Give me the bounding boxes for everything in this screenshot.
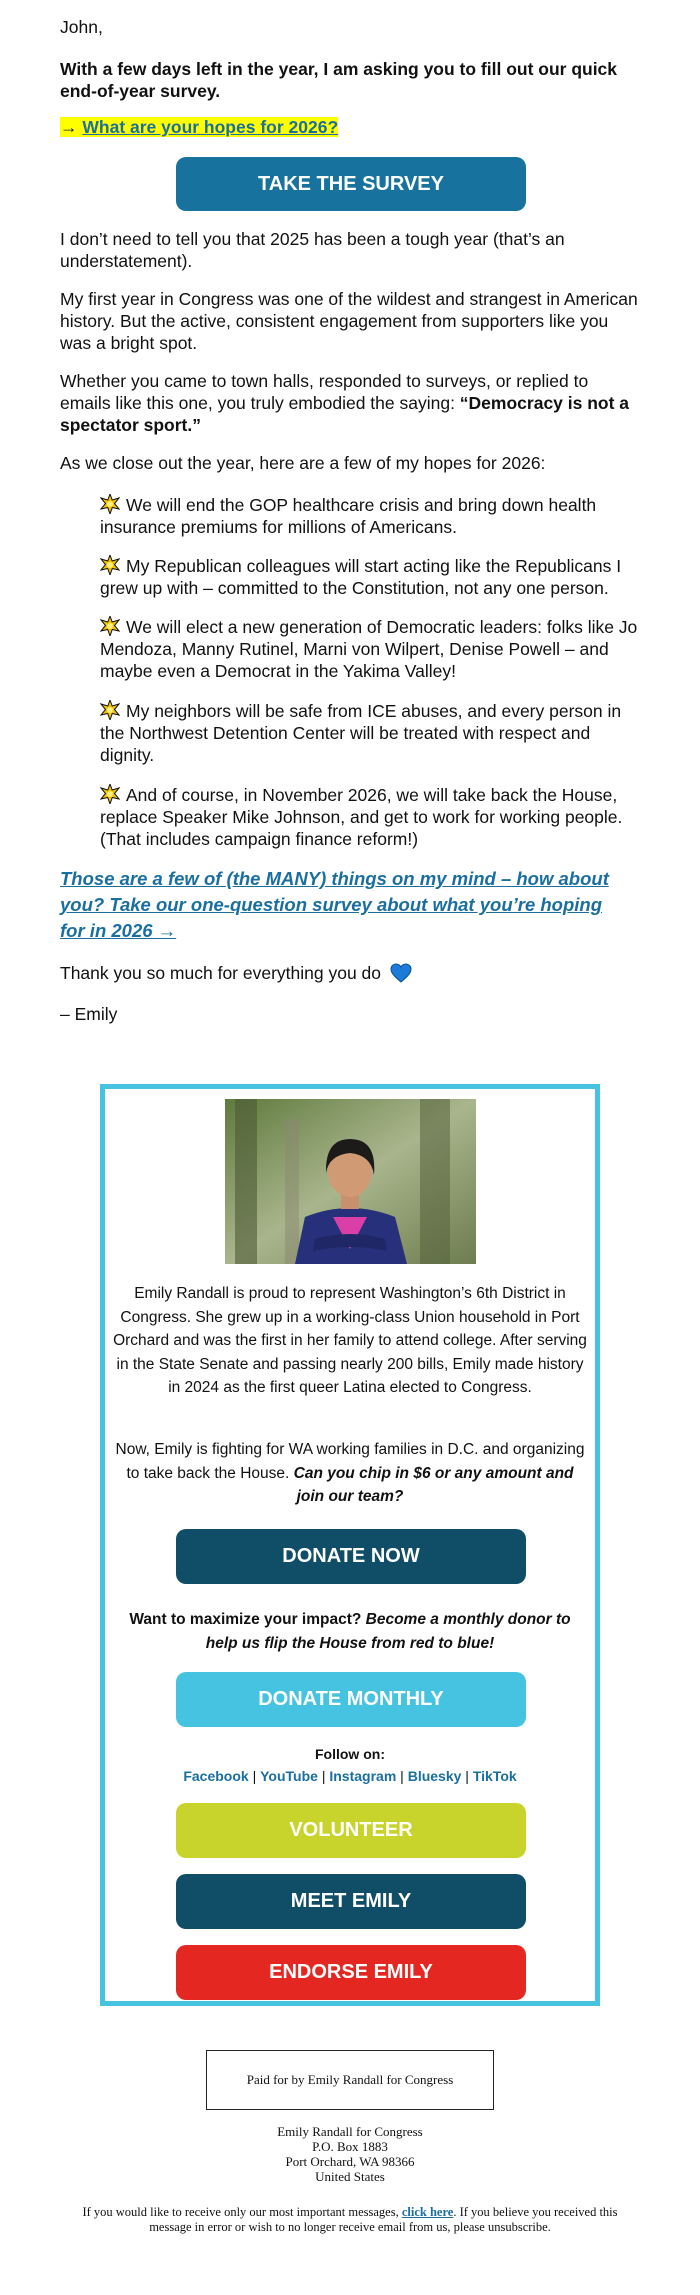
maximize-text: Want to maximize your impact? Become a monthly donor to help us flip the House from red to blue! [129,1611,571,1652]
meet-emily-button[interactable]: MEET EMILY [176,1874,526,1929]
paragraph-first-year: My first year in Congress was one of the wildest and strangest in American history. But the active, consistent engagement from supporters like you was a bright spot. [60,289,638,353]
social-links: Facebook | YouTube | Instagram | Bluesky | TikTok [183,1768,517,1784]
sparkle-icon [100,616,120,636]
endorse-emily-button[interactable]: ENDORSE EMILY [176,1945,526,2000]
paid-for-box: Paid for by Emily Randall for Congress [206,2050,494,2110]
mailing-address: Emily Randall for Congress P.O. Box 1883 Port Orchard, WA 98366 United States [277,2124,423,2184]
youtube-link[interactable]: YouTube [260,1768,318,1784]
arrow-icon: → [60,117,78,137]
paragraph-hopes-intro: As we close out the year, here are a few of my hopes for 2026: [60,453,546,473]
volunteer-button[interactable]: VOLUNTEER [176,1803,526,1858]
take-survey-button[interactable]: TAKE THE SURVEY [176,157,526,211]
thanks-line: Thank you so much for everything you do [60,962,640,984]
emily-photo [225,1099,476,1264]
democracy-quote: “Democracy is not a spectator sport.” [60,393,630,435]
unsubscribe-text: If you would like to receive only our most important messages, click here. If you believe you received this message in error or wish to no longer receive email from us, please unsubscribe. [82,2205,618,2234]
hope-item: My Republican colleagues will start acting like the Republicans I grew up with – committed to the Constitution, not any one person. [100,556,622,598]
facebook-link[interactable]: Facebook [183,1768,249,1784]
chip-in-text: Can you chip in $6 or any amount and join our team? [293,1464,574,1505]
instagram-link[interactable]: Instagram [329,1768,397,1784]
paragraph-tough-year: I don’t need to tell you that 2025 has been a tough year (that’s an understatement). [60,229,565,271]
follow-on-label: Follow on: [315,1746,385,1762]
click-here-link[interactable]: click here [401,2205,454,2219]
survey-cta-link[interactable]: Those are a few of (the MANY) things on my mind – how about you? Take our one-question survey about what you’re hoping for in 2026 → [60,868,609,941]
hope-item: We will elect a new generation of Democratic leaders: folks like Jo Mendoza, Manny Rutinel, Marni von Wilpert, Denise Powell – and maybe even a Democrat in the Yakima Valley! [100,617,638,681]
sparkle-icon [100,494,120,514]
hope-item: We will end the GOP healthcare crisis and bring down health insurance premiums for millions of Americans. [100,495,597,537]
donate-monthly-button[interactable]: DONATE MONTHLY [176,1672,526,1727]
greeting: John, [60,17,103,37]
fighting-text: Now, Emily is fighting for WA working families in D.C. and organizing to take back the House. Can you chip in $6 or any amount and join our team? [115,1441,585,1505]
sparkle-icon [100,555,120,575]
intro-text: With a few days left in the year, I am asking you to fill out our quick end-of-year survey. [60,59,618,101]
blue-heart-icon [390,963,412,983]
bluesky-link[interactable]: Bluesky [407,1768,462,1784]
hopes-link-line [60,116,640,138]
sparkle-icon [100,700,120,720]
bio-text: Emily Randall is proud to represent Washington’s 6th District in Congress. She grew up in a working-class Union household in Port Orchard and was the first in her family to attend college. After serving in the State Senate and passing nearly 200 bills, Emily made history in 2024 as the first queer Latina elected to Congress. [113,1285,587,1396]
hope-item: And of course, in November 2026, we will take back the House, replace Speaker Mike Johnson, and get to work for working people. (That includes campaign finance reform!) [100,785,623,849]
signoff: – Emily [60,1004,118,1024]
sparkle-icon [100,784,120,804]
hope-item: My neighbors will be safe from ICE abuses, and every person in the Northwest Detention Center will be treated with respect and dignity. [100,701,622,765]
hopes-link[interactable]: What are your hopes for 2026? [82,117,339,137]
tiktok-link[interactable]: TikTok [472,1768,517,1784]
paragraph-town-halls: Whether you came to town halls, responded to surveys, or replied to emails like this one, you truly embodied the saying: “Democracy is not a spectator sport.” [60,371,630,435]
donate-now-button[interactable]: DONATE NOW [176,1529,526,1584]
